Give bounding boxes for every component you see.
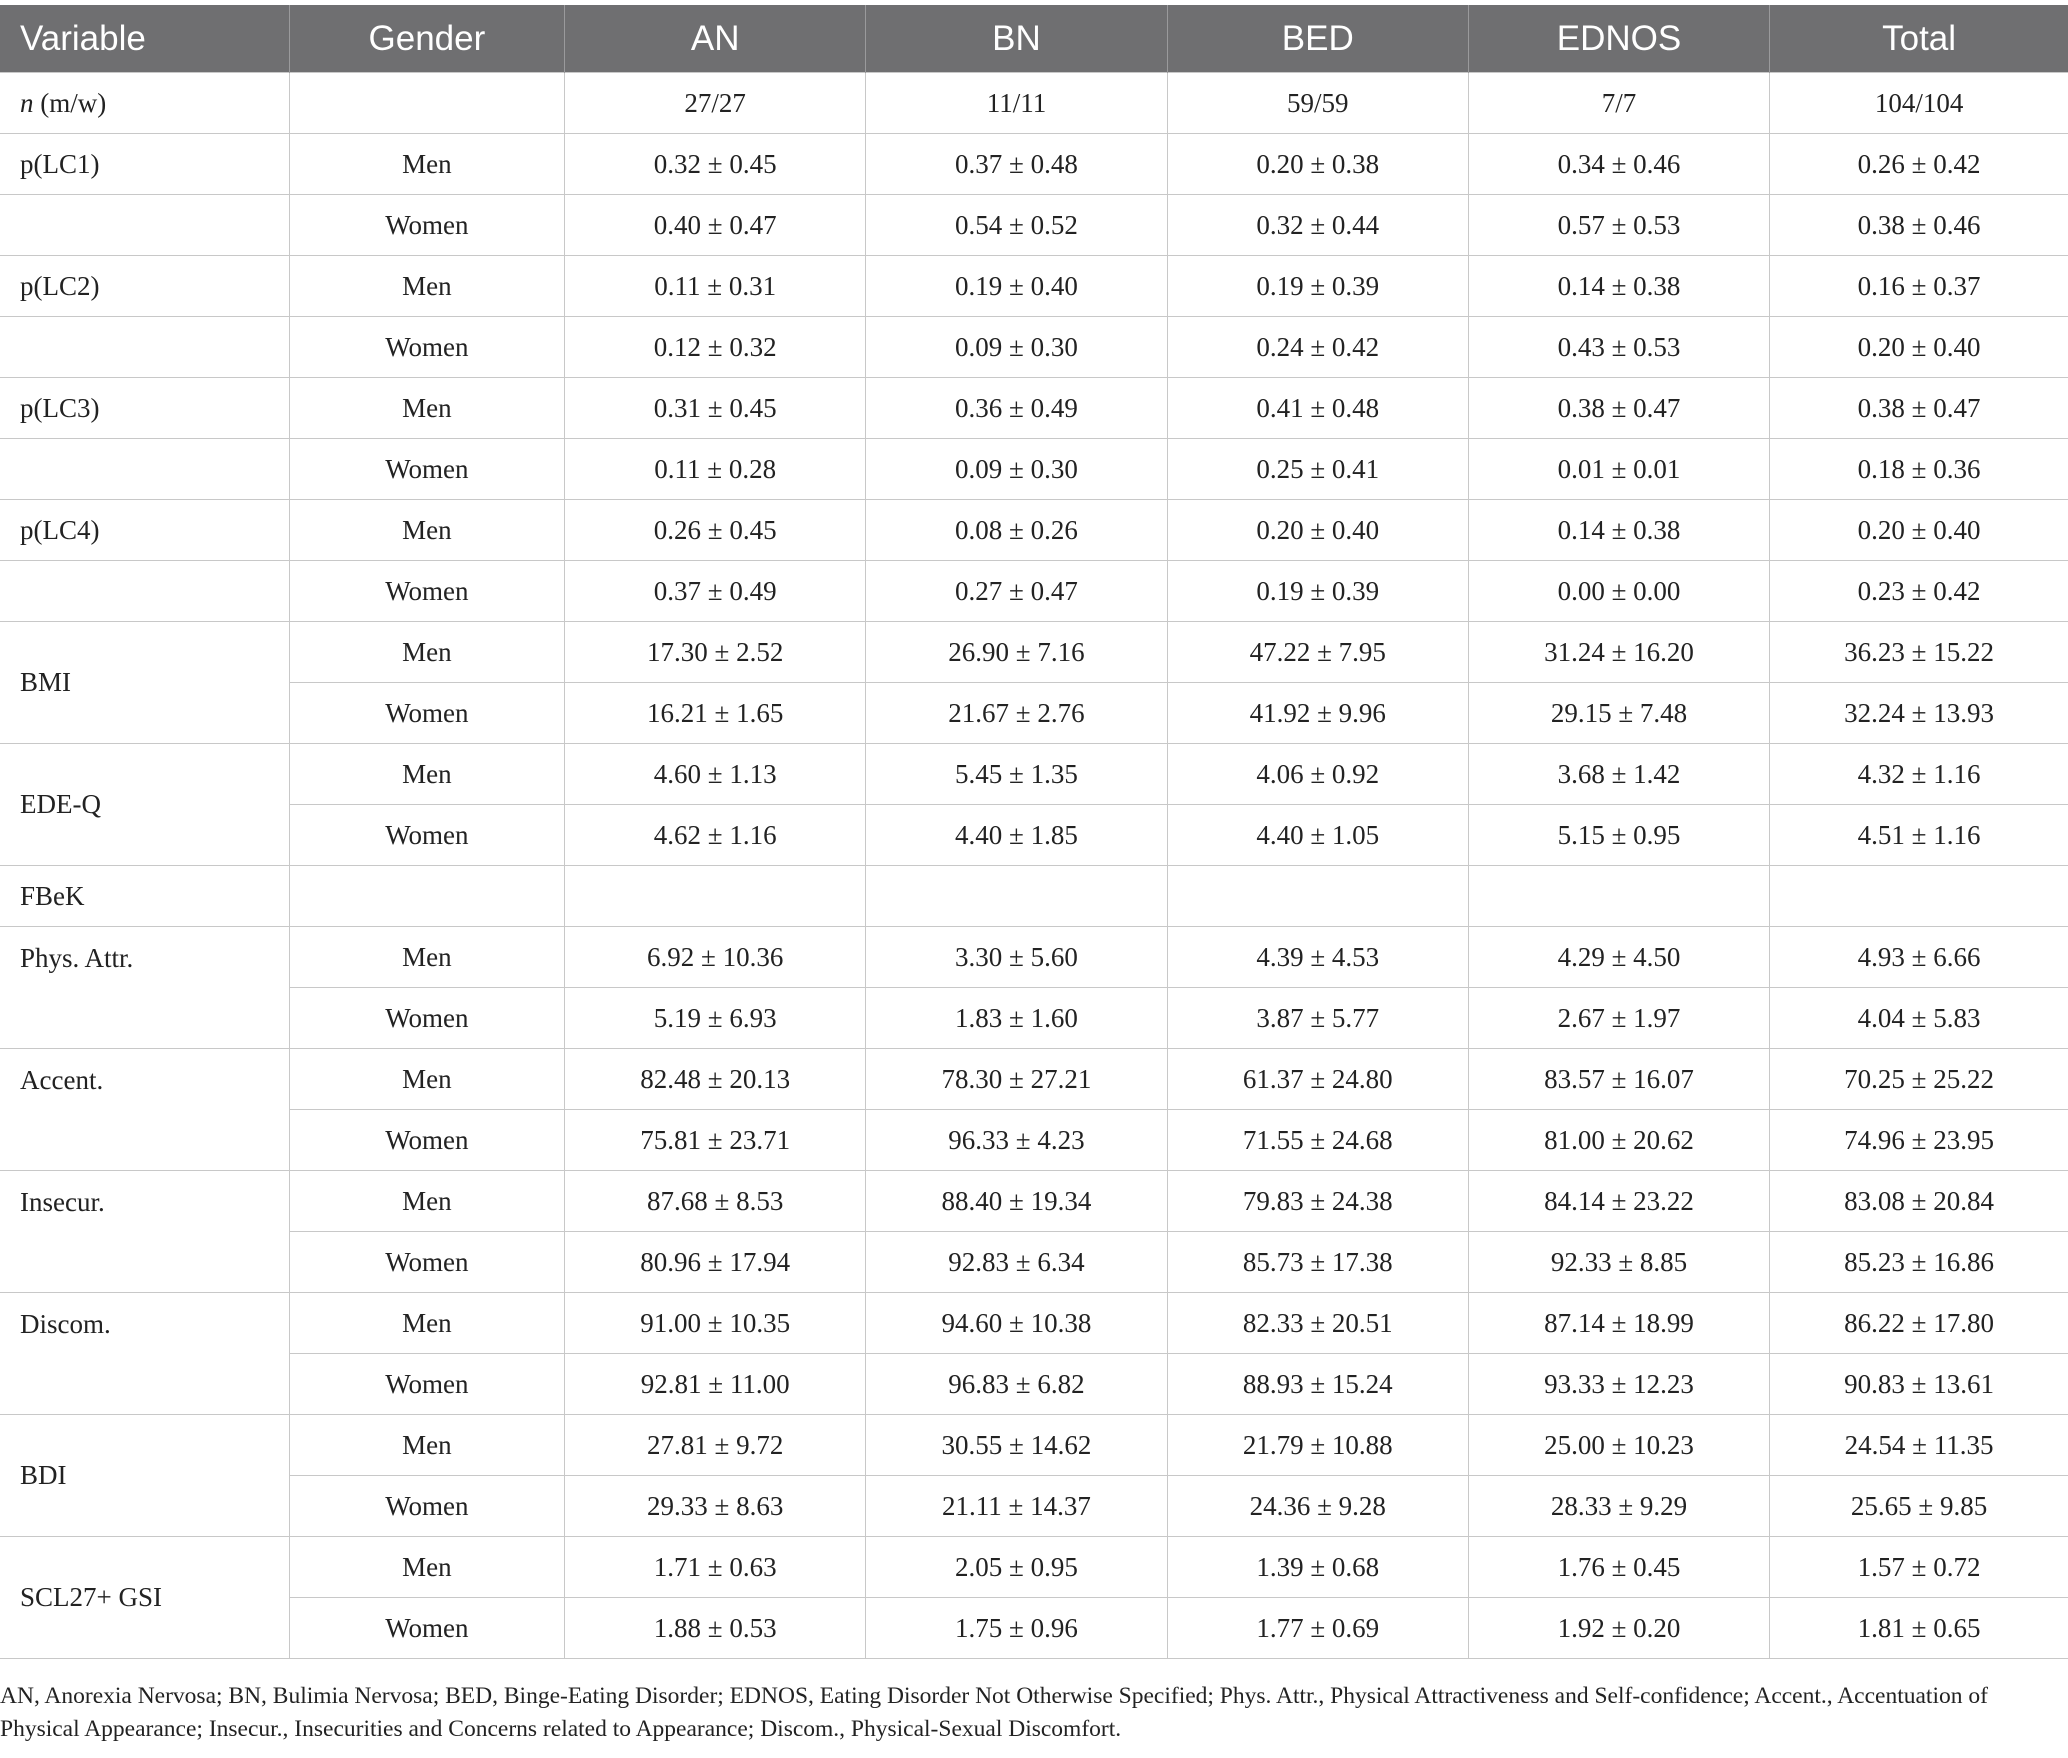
value-cell: 0.20 ± 0.40 xyxy=(1770,317,2068,378)
value-cell: 83.08 ± 20.84 xyxy=(1770,1171,2068,1232)
value-cell: 2.05 ± 0.95 xyxy=(866,1537,1167,1598)
value-cell: 4.62 ± 1.16 xyxy=(565,805,866,866)
value-cell: 96.83 ± 6.82 xyxy=(866,1354,1167,1415)
value-cell: 78.30 ± 27.21 xyxy=(866,1049,1167,1110)
value-cell: 0.38 ± 0.47 xyxy=(1770,378,2068,439)
header-an: AN xyxy=(565,5,866,73)
gender-cell: Men xyxy=(289,927,564,988)
value-cell: 75.81 ± 23.71 xyxy=(565,1110,866,1171)
value-cell: 4.93 ± 6.66 xyxy=(1770,927,2068,988)
table-footnote: AN, Anorexia Nervosa; BN, Bulimia Nervosa; BED, Binge-Eating Disorder; EDNOS, Eating Disorder Not Otherwise Specified; Phys. Attr., Physical Attractiveness and Self-confidence; Accent., Accentuation of Physical Appearance; Insecur., Insecurities and Concerns related to Appearance; Discom., Physical-Sexual Discomfort. xyxy=(0,1683,1988,1742)
value-cell: 0.38 ± 0.46 xyxy=(1770,195,2068,256)
value-cell: 31.24 ± 16.20 xyxy=(1468,622,1769,683)
gender-cell: Women xyxy=(289,195,564,256)
header-bn: BN xyxy=(866,5,1167,73)
gender-cell: Men xyxy=(289,1293,564,1354)
value-cell: 0.32 ± 0.45 xyxy=(565,134,866,195)
value-cell: 83.57 ± 16.07 xyxy=(1468,1049,1769,1110)
value-cell: 86.22 ± 17.80 xyxy=(1770,1293,2068,1354)
value-cell: 41.92 ± 9.96 xyxy=(1167,683,1468,744)
value-cell: 0.34 ± 0.46 xyxy=(1468,134,1769,195)
gender-cell xyxy=(289,73,564,134)
n-label-rest: (m/w) xyxy=(33,87,107,118)
table-row xyxy=(0,1476,2068,1537)
value-cell: 90.83 ± 13.61 xyxy=(1770,1354,2068,1415)
value-cell: 87.14 ± 18.99 xyxy=(1468,1293,1769,1354)
value-cell: 0.01 ± 0.01 xyxy=(1468,439,1769,500)
gender-cell: Men xyxy=(289,500,564,561)
value-cell: 92.33 ± 8.85 xyxy=(1468,1232,1769,1293)
table-row xyxy=(0,1293,2068,1354)
gender-cell: Men xyxy=(289,134,564,195)
value-cell: 4.06 ± 0.92 xyxy=(1167,744,1468,805)
value-cell: 4.29 ± 4.50 xyxy=(1468,927,1769,988)
gender-cell: Men xyxy=(289,744,564,805)
value-cell: 4.51 ± 1.16 xyxy=(1770,805,2068,866)
variable-cell: p(LC1) xyxy=(0,134,289,195)
value-cell: 3.68 ± 1.42 xyxy=(1468,744,1769,805)
value-cell: 5.19 ± 6.93 xyxy=(565,988,866,1049)
value-cell: 4.04 ± 5.83 xyxy=(1770,988,2068,1049)
gender-cell: Women xyxy=(289,317,564,378)
value-cell: 4.60 ± 1.13 xyxy=(565,744,866,805)
variable-cell: BMI xyxy=(0,622,289,744)
value-cell: 27.81 ± 9.72 xyxy=(565,1415,866,1476)
gender-cell: Men xyxy=(289,1537,564,1598)
gender-cell: Men xyxy=(289,378,564,439)
value-cell: 1.81 ± 0.65 xyxy=(1770,1598,2068,1659)
gender-cell: Women xyxy=(289,1110,564,1171)
value-cell: 0.20 ± 0.38 xyxy=(1167,134,1468,195)
variable-cell: Accent. xyxy=(0,1049,289,1171)
value-cell: 0.09 ± 0.30 xyxy=(866,439,1167,500)
table-row xyxy=(0,561,2068,622)
value-cell: 0.12 ± 0.32 xyxy=(565,317,866,378)
value-cell: 0.37 ± 0.49 xyxy=(565,561,866,622)
gender-cell: Women xyxy=(289,683,564,744)
value-cell: 0.00 ± 0.00 xyxy=(1468,561,1769,622)
variable-cell: EDE-Q xyxy=(0,744,289,866)
value-cell: 24.36 ± 9.28 xyxy=(1167,1476,1468,1537)
value-cell: 94.60 ± 10.38 xyxy=(866,1293,1167,1354)
gender-cell: Men xyxy=(289,1415,564,1476)
value-cell: 0.31 ± 0.45 xyxy=(565,378,866,439)
value-cell: 29.33 ± 8.63 xyxy=(565,1476,866,1537)
variable-cell xyxy=(0,195,289,256)
table-row xyxy=(0,805,2068,866)
value-cell: 0.20 ± 0.40 xyxy=(1770,500,2068,561)
value-cell: 1.39 ± 0.68 xyxy=(1167,1537,1468,1598)
value-cell: 104/104 xyxy=(1770,73,2068,134)
empty-cell xyxy=(1770,866,2068,927)
value-cell: 0.20 ± 0.40 xyxy=(1167,500,1468,561)
value-cell: 5.45 ± 1.35 xyxy=(866,744,1167,805)
empty-cell xyxy=(1468,866,1769,927)
value-cell: 0.27 ± 0.47 xyxy=(866,561,1167,622)
value-cell: 0.14 ± 0.38 xyxy=(1468,256,1769,317)
value-cell: 21.79 ± 10.88 xyxy=(1167,1415,1468,1476)
value-cell: 0.54 ± 0.52 xyxy=(866,195,1167,256)
variable-cell: p(LC4) xyxy=(0,500,289,561)
value-cell: 0.19 ± 0.39 xyxy=(1167,256,1468,317)
value-cell: 0.26 ± 0.45 xyxy=(565,500,866,561)
value-cell: 16.21 ± 1.65 xyxy=(565,683,866,744)
value-cell: 0.23 ± 0.42 xyxy=(1770,561,2068,622)
table-row xyxy=(0,683,2068,744)
gender-cell: Women xyxy=(289,1354,564,1415)
table-row-n xyxy=(0,73,2068,134)
table-row xyxy=(0,866,2068,927)
table-row xyxy=(0,378,2068,439)
table-row xyxy=(0,988,2068,1049)
table-row xyxy=(0,744,2068,805)
value-cell: 24.54 ± 11.35 xyxy=(1770,1415,2068,1476)
value-cell: 92.81 ± 11.00 xyxy=(565,1354,866,1415)
value-cell: 1.77 ± 0.69 xyxy=(1167,1598,1468,1659)
gender-cell: Women xyxy=(289,988,564,1049)
gender-cell: Women xyxy=(289,1598,564,1659)
value-cell: 80.96 ± 17.94 xyxy=(565,1232,866,1293)
table-row xyxy=(0,195,2068,256)
value-cell: 0.40 ± 0.47 xyxy=(565,195,866,256)
value-cell: 28.33 ± 9.29 xyxy=(1468,1476,1769,1537)
gender-cell: Women xyxy=(289,561,564,622)
value-cell: 29.15 ± 7.48 xyxy=(1468,683,1769,744)
value-cell: 0.26 ± 0.42 xyxy=(1770,134,2068,195)
gender-cell: Women xyxy=(289,439,564,500)
value-cell: 85.73 ± 17.38 xyxy=(1167,1232,1468,1293)
value-cell: 0.43 ± 0.53 xyxy=(1468,317,1769,378)
value-cell: 17.30 ± 2.52 xyxy=(565,622,866,683)
gender-cell: Men xyxy=(289,1171,564,1232)
value-cell: 7/7 xyxy=(1468,73,1769,134)
value-cell: 0.18 ± 0.36 xyxy=(1770,439,2068,500)
variable-cell: Insecur. xyxy=(0,1171,289,1293)
gender-cell: Women xyxy=(289,805,564,866)
value-cell: 0.57 ± 0.53 xyxy=(1468,195,1769,256)
value-cell: 25.00 ± 10.23 xyxy=(1468,1415,1769,1476)
value-cell: 32.24 ± 13.93 xyxy=(1770,683,2068,744)
value-cell: 59/59 xyxy=(1167,73,1468,134)
variable-cell xyxy=(0,317,289,378)
value-cell: 11/11 xyxy=(866,73,1167,134)
value-cell: 30.55 ± 14.62 xyxy=(866,1415,1167,1476)
empty-cell xyxy=(1167,866,1468,927)
value-cell: 0.25 ± 0.41 xyxy=(1167,439,1468,500)
gender-cell: Women xyxy=(289,1476,564,1537)
table-row xyxy=(0,134,2068,195)
section-label-fbek: FBeK xyxy=(0,866,289,927)
header-variable: Variable xyxy=(0,5,289,73)
value-cell: 88.40 ± 19.34 xyxy=(866,1171,1167,1232)
value-cell: 1.92 ± 0.20 xyxy=(1468,1598,1769,1659)
value-cell: 0.19 ± 0.40 xyxy=(866,256,1167,317)
value-cell: 61.37 ± 24.80 xyxy=(1167,1049,1468,1110)
value-cell: 0.11 ± 0.31 xyxy=(565,256,866,317)
value-cell: 84.14 ± 23.22 xyxy=(1468,1171,1769,1232)
gender-cell: Men xyxy=(289,256,564,317)
gender-cell: Men xyxy=(289,1049,564,1110)
value-cell: 92.83 ± 6.34 xyxy=(866,1232,1167,1293)
value-cell: 1.71 ± 0.63 xyxy=(565,1537,866,1598)
table-container xyxy=(0,5,2068,1659)
variable-cell: Discom. xyxy=(0,1293,289,1415)
table-row xyxy=(0,256,2068,317)
value-cell: 88.93 ± 15.24 xyxy=(1167,1354,1468,1415)
value-cell: 26.90 ± 7.16 xyxy=(866,622,1167,683)
value-cell: 2.67 ± 1.97 xyxy=(1468,988,1769,1049)
n-label-italic: n xyxy=(20,87,34,118)
value-cell: 1.88 ± 0.53 xyxy=(565,1598,866,1659)
table-row xyxy=(0,1598,2068,1659)
header-ednos: EDNOS xyxy=(1468,5,1769,73)
header-total: Total xyxy=(1770,5,2068,73)
variable-cell: BDI xyxy=(0,1415,289,1537)
data-table xyxy=(0,5,2068,1659)
variable-cell: SCL27+ GSI xyxy=(0,1537,289,1659)
value-cell: 0.24 ± 0.42 xyxy=(1167,317,1468,378)
value-cell: 0.09 ± 0.30 xyxy=(866,317,1167,378)
empty-cell xyxy=(289,866,564,927)
value-cell: 25.65 ± 9.85 xyxy=(1770,1476,2068,1537)
table-row xyxy=(0,927,2068,988)
table-row xyxy=(0,439,2068,500)
value-cell: 81.00 ± 20.62 xyxy=(1468,1110,1769,1171)
variable-cell: p(LC3) xyxy=(0,378,289,439)
value-cell: 1.76 ± 0.45 xyxy=(1468,1537,1769,1598)
value-cell: 3.30 ± 5.60 xyxy=(866,927,1167,988)
value-cell: 21.67 ± 2.76 xyxy=(866,683,1167,744)
value-cell: 93.33 ± 12.23 xyxy=(1468,1354,1769,1415)
value-cell: 27/27 xyxy=(565,73,866,134)
value-cell: 6.92 ± 10.36 xyxy=(565,927,866,988)
value-cell: 71.55 ± 24.68 xyxy=(1167,1110,1468,1171)
table-row xyxy=(0,1110,2068,1171)
value-cell: 0.32 ± 0.44 xyxy=(1167,195,1468,256)
value-cell: 96.33 ± 4.23 xyxy=(866,1110,1167,1171)
value-cell: 0.37 ± 0.48 xyxy=(866,134,1167,195)
table-body xyxy=(0,73,2068,1659)
value-cell: 1.57 ± 0.72 xyxy=(1770,1537,2068,1598)
value-cell: 1.75 ± 0.96 xyxy=(866,1598,1167,1659)
empty-cell xyxy=(866,866,1167,927)
table-row xyxy=(0,622,2068,683)
value-cell: 36.23 ± 15.22 xyxy=(1770,622,2068,683)
value-cell: 4.39 ± 4.53 xyxy=(1167,927,1468,988)
value-cell: 0.38 ± 0.47 xyxy=(1468,378,1769,439)
table-row xyxy=(0,1171,2068,1232)
value-cell: 5.15 ± 0.95 xyxy=(1468,805,1769,866)
header-gender: Gender xyxy=(289,5,564,73)
value-cell: 82.48 ± 20.13 xyxy=(565,1049,866,1110)
value-cell: 0.16 ± 0.37 xyxy=(1770,256,2068,317)
header-bed: BED xyxy=(1167,5,1468,73)
table-header xyxy=(0,5,2068,73)
value-cell: 91.00 ± 10.35 xyxy=(565,1293,866,1354)
empty-cell xyxy=(565,866,866,927)
value-cell: 0.36 ± 0.49 xyxy=(866,378,1167,439)
value-cell: 21.11 ± 14.37 xyxy=(866,1476,1167,1537)
value-cell: 0.08 ± 0.26 xyxy=(866,500,1167,561)
value-cell: 0.19 ± 0.39 xyxy=(1167,561,1468,622)
value-cell: 70.25 ± 25.22 xyxy=(1770,1049,2068,1110)
value-cell: 4.40 ± 1.05 xyxy=(1167,805,1468,866)
value-cell: 0.11 ± 0.28 xyxy=(565,439,866,500)
gender-cell: Women xyxy=(289,1232,564,1293)
value-cell: 0.41 ± 0.48 xyxy=(1167,378,1468,439)
variable-cell: p(LC2) xyxy=(0,256,289,317)
variable-cell xyxy=(0,439,289,500)
variable-cell xyxy=(0,73,289,134)
value-cell: 85.23 ± 16.86 xyxy=(1770,1232,2068,1293)
table-row xyxy=(0,1354,2068,1415)
table-row xyxy=(0,317,2068,378)
variable-cell: Phys. Attr. xyxy=(0,927,289,1049)
table-row xyxy=(0,1415,2068,1476)
value-cell: 82.33 ± 20.51 xyxy=(1167,1293,1468,1354)
table-row xyxy=(0,1537,2068,1598)
table-row xyxy=(0,1049,2068,1110)
table-row xyxy=(0,1232,2068,1293)
value-cell: 3.87 ± 5.77 xyxy=(1167,988,1468,1049)
value-cell: 87.68 ± 8.53 xyxy=(565,1171,866,1232)
gender-cell: Men xyxy=(289,622,564,683)
value-cell: 4.32 ± 1.16 xyxy=(1770,744,2068,805)
value-cell: 47.22 ± 7.95 xyxy=(1167,622,1468,683)
header-row xyxy=(0,5,2068,73)
value-cell: 79.83 ± 24.38 xyxy=(1167,1171,1468,1232)
value-cell: 1.83 ± 1.60 xyxy=(866,988,1167,1049)
table-row xyxy=(0,500,2068,561)
value-cell: 4.40 ± 1.85 xyxy=(866,805,1167,866)
value-cell: 0.14 ± 0.38 xyxy=(1468,500,1769,561)
variable-cell xyxy=(0,561,289,622)
value-cell: 74.96 ± 23.95 xyxy=(1770,1110,2068,1171)
